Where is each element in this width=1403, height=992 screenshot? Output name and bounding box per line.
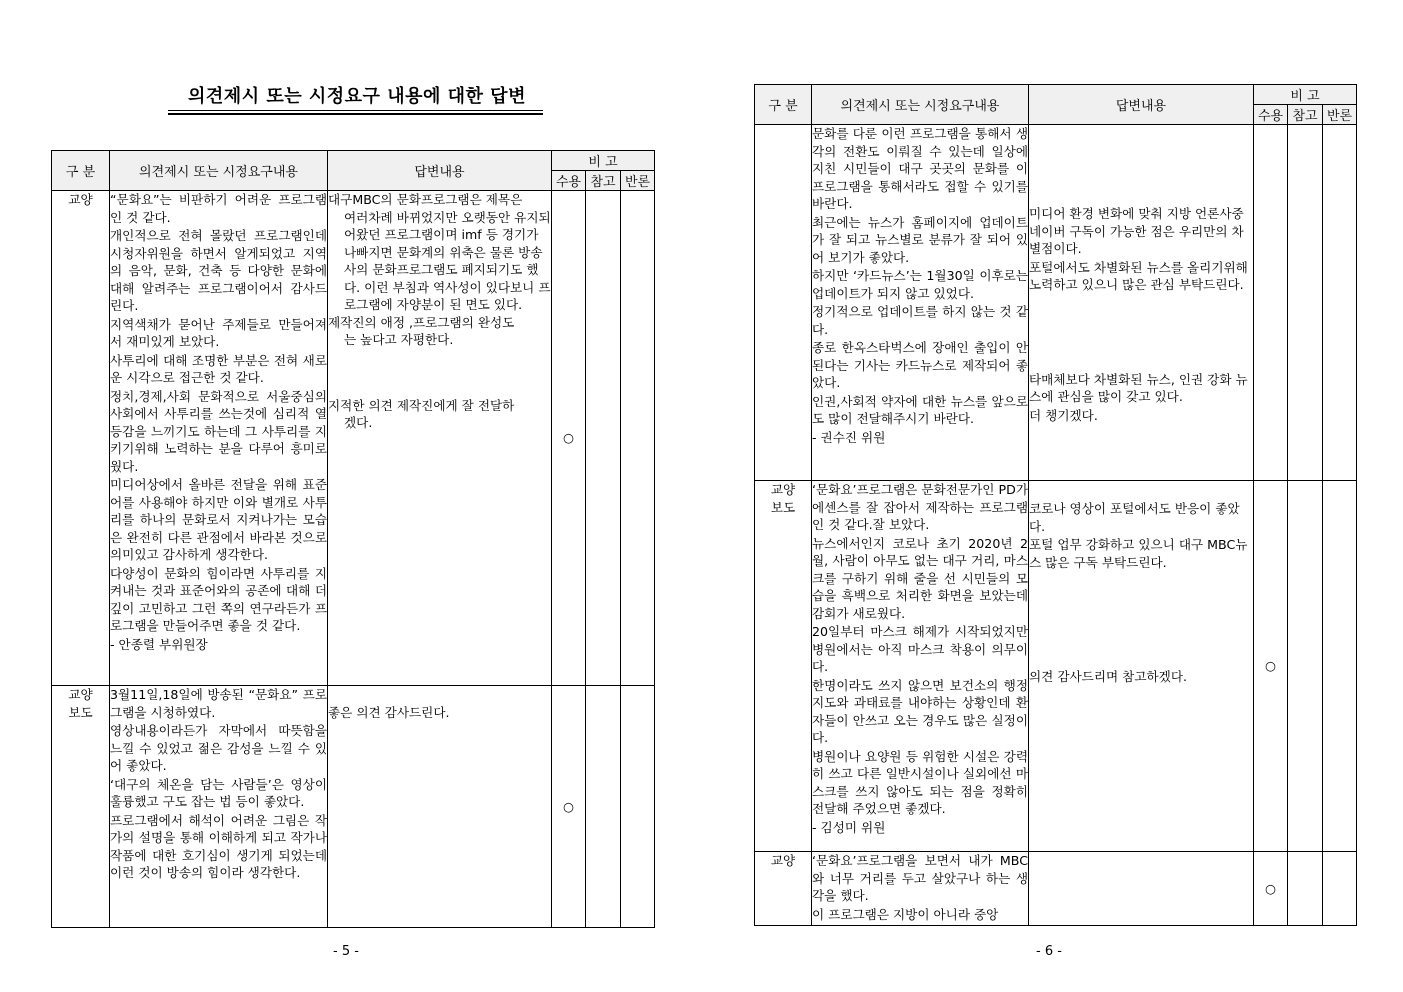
request-paragraph: ‘문화요’프로그램을 보면서 내가 MBC와 너무 거리를 두고 살았구나 하는 생각을 했다. [812, 853, 1028, 903]
row-category [755, 125, 812, 481]
answer-paragraph: 더 챙기겠다. [1029, 407, 1098, 423]
request-paragraph: 뉴스에서인지 코로나 초기 2020년 2월, 사람이 아무도 없는 대구 거리, 마스크를 구하기 위해 줄을 선 시민들의 모습을 흑백으로 처리한 화면을 보았는데 감회가 새로웠다. [812, 535, 1028, 621]
answer-paragraph: 지적한 의견 제작진에게 잘 전달하 겠다. [328, 397, 515, 430]
reference-mark [586, 686, 621, 928]
request-paragraph: 다양성이 문화의 힘이라면 사투리를 지켜내는 것과 표준어와의 공존에 대해 더 깊이 고민하고 그런 쪽의 연구라든가 프로그램을 만들어주면 좋을 것 같다. [110, 565, 327, 633]
answer-cell [1029, 481, 1254, 852]
answer-paragraph: 포털 업무 강화하고 있으니 대구 MBC뉴스 많은 구독 부탁드린다. [1029, 537, 1248, 570]
reject-mark [621, 191, 655, 686]
answer-cell [1029, 852, 1254, 926]
answer-cell [1029, 125, 1254, 481]
header-remarks: 비 고 [552, 151, 655, 171]
request-paragraph: 지역색채가 묻어난 주제들로 만들어져서 재미있게 보았다. [110, 316, 327, 349]
request-paragraph: 개인적으로 전혀 몰랐던 프로그램인데 시청자위원을 하면서 알게되었고 지역의 음악, 문화, 건축 등 다양한 문화에 대해 알려주는 프로그램이어서 감사드린다. [110, 228, 327, 313]
reject-mark [621, 686, 655, 928]
request-paragraph: 사투리에 대해 조명한 부분은 전혀 새로운 시각으로 접근한 것 같다. [110, 352, 327, 385]
request-signature: - 권수진 위원 [812, 429, 886, 445]
answer-paragraph: 코로나 영상이 포털에서도 반응이 좋았다. [1029, 501, 1240, 534]
accept-mark: ○ [552, 191, 586, 686]
request-paragraph: 미디어상에서 올바른 전달을 위해 표준어를 사용해야 하지만 이와 별개로 사투리를 하나의 문화로서 지켜나가는 모습은 완전히 다른 관점에서 바라본 것으로 의미있고 감사하게 생각한다. [110, 477, 327, 562]
request-signature: - 안종렬 부위원장 [110, 636, 208, 652]
answer-paragraph: 좋은 의견 감사드린다. [328, 705, 450, 720]
reject-mark [1323, 852, 1357, 926]
accept-mark: ○ [1254, 481, 1288, 852]
request-cell [110, 191, 328, 686]
header-reject: 반론 [621, 171, 655, 191]
header-request: 의견제시 또는 시정요구내용 [812, 85, 1029, 125]
answer-paragraph: 제작진의 애정 ,프로그램의 완성도 는 높다고 자평한다. [328, 314, 515, 347]
header-reject: 반론 [1323, 105, 1357, 125]
request-paragraph: 프로그램에서 해석이 어려운 그림은 작가의 설명을 통해 이해하게 되고 작가나 작품에 대한 호기심이 생기게 되었는데 이런 것이 방송의 힘이라 생각한다. [110, 812, 327, 880]
answer-paragraph: 포털에서도 차별화된 뉴스를 올리기위해 노력하고 있으니 많은 관심 부탁드린다. [1029, 259, 1248, 292]
title-underline-thick [168, 113, 543, 115]
request-paragraph: 20일부터 마스크 해제가 시작되었지만 병원에서는 아직 마스크 착용이 의무이다. [812, 624, 1028, 674]
right-table [754, 84, 1357, 926]
request-paragraph: ‘대구의 체온을 담는 사람들’은 영상이 훌륭했고 구도 잡는 법 등이 좋았다. [110, 776, 327, 809]
header-answer: 답변내용 [1029, 85, 1254, 125]
request-signature: - 김성미 위원 [812, 819, 886, 835]
header-request: 의견제시 또는 시정요구내용 [110, 151, 328, 191]
request-paragraph: 최근에는 뉴스가 홈페이지에 업데이트가 잘 되고 뉴스별로 분류가 잘 되어 있어 보기가 좋았다. [812, 214, 1028, 265]
page-number: - 5 - [333, 944, 359, 959]
page-title: 의견제시 또는 시정요구 내용에 대한 답변 [188, 86, 526, 107]
request-paragraph: 3월11일,18일에 방송된 “문화요” 프로그램을 시청하였다. [110, 687, 327, 720]
reference-mark [1288, 852, 1323, 926]
answer-paragraph: 미디어 환경 변화에 맞춰 지방 언론사중 네이버 구독이 가능한 점은 우리만의 차별점이다. [1029, 206, 1244, 256]
answer-cell [328, 191, 552, 686]
answer-paragraph: 타매체보다 차별화된 뉴스, 인권 강화 뉴스에 관심을 많이 갖고 있다. [1029, 371, 1248, 404]
reference-mark [1288, 125, 1323, 481]
request-paragraph: “문화요”는 비판하기 어려운 프로그램인 것 같다. [110, 192, 327, 225]
accept-mark: ○ [552, 686, 586, 928]
reject-mark [1323, 125, 1357, 481]
answer-paragraph: 의견 감사드리며 참고하겠다. [1029, 669, 1187, 684]
header-category: 구 분 [755, 85, 812, 125]
request-cell [812, 852, 1029, 926]
request-paragraph: 한명이라도 쓰지 않으면 보건소의 행정지도와 과태료를 내야하는 상황인데 환자들이 안쓰고 오는 경우도 많은 실정이다. [812, 677, 1028, 745]
request-cell [812, 481, 1029, 852]
request-paragraph: 정기적으로 업데이트를 하지 않는 것 같다. [812, 304, 1028, 337]
request-paragraph: 하지만 ‘카드뉴스’는 1월30일 이후로는 업데이트가 되지 않고 있었다. [812, 268, 1028, 301]
left-table [51, 150, 655, 928]
title-underline [168, 110, 543, 111]
request-paragraph: 병원이나 요양원 등 위험한 시설은 강력히 쓰고 다른 일반시설이나 실외에선 마스크를 쓰지 않아도 되는 점을 정확히 전달해 주었으면 좋겠다. [812, 748, 1028, 816]
request-paragraph: 영상내용이라든가 자막에서 따뜻함을 느낄 수 있었고 젊은 감성을 느낄 수 있어 좋았다. [110, 723, 327, 773]
request-paragraph: 인권,사회적 약자에 대한 뉴스를 앞으로도 많이 전달해주시기 바란다. [812, 393, 1028, 426]
request-paragraph: 종로 한옥스타벅스에 장애인 출입이 안된다는 기사는 카드뉴스로 제작되어 좋았다. [812, 340, 1028, 390]
reject-mark [1323, 481, 1357, 852]
answer-cell [328, 686, 552, 928]
header-reference: 참고 [1288, 105, 1323, 125]
request-cell [110, 686, 328, 928]
row-category: 교양 [52, 191, 110, 686]
accept-mark [1254, 125, 1288, 481]
accept-mark: ○ [1254, 852, 1288, 926]
header-accept: 수용 [552, 171, 586, 191]
reference-mark [586, 191, 621, 686]
header-category: 구 분 [52, 151, 110, 191]
row-category: 교양 보도 [52, 686, 110, 928]
header-reference: 참고 [586, 171, 621, 191]
header-remarks: 비 고 [1254, 85, 1357, 105]
request-paragraph: 정치,경제,사회 문화적으로 서울중심의 사회에서 사투리를 쓰는것에 심리적 열등감을 느끼기도 하는데 그 사투리를 지키기위해 노력하는 분을 다루어 흥미로웠다. [110, 388, 327, 474]
request-paragraph: 문화를 다룬 이런 프로그램을 통해서 생각의 전환도 이뤄질 수 있는데 일상에 지친 시민들이 대구 곳곳의 문화를 이 프로그램을 통해서라도 접할 수 있기를 바란다. [812, 126, 1028, 211]
header-answer: 답변내용 [328, 151, 552, 191]
request-paragraph: ‘문화요’프로그램은 문화전문가인 PD가 에센스를 잘 잡아서 제작하는 프로그램인 것 같다.잘 보았다. [812, 482, 1028, 532]
request-paragraph: 이 프로그램은 지방이 아니라 중앙 [812, 906, 999, 922]
answer-paragraph: 대구MBC의 문화프로그램은 제목은 여러차례 바뀌었지만 오랫동안 유지되어왔던 프로그램이며 imf 등 경기가 나빠지면 문화계의 위축은 물론 방송사의 문화프로그램도 폐지되기도 했다. 이런 부침과 역사성이 있다보니 프로그램에 자양분이 된 면도 있다. [328, 192, 551, 312]
page-number: - 6 - [1036, 944, 1062, 959]
row-category: 교양 보도 [755, 481, 812, 852]
header-accept: 수용 [1254, 105, 1288, 125]
reference-mark [1288, 481, 1323, 852]
row-category: 교양 [755, 852, 812, 926]
request-cell [812, 125, 1029, 481]
